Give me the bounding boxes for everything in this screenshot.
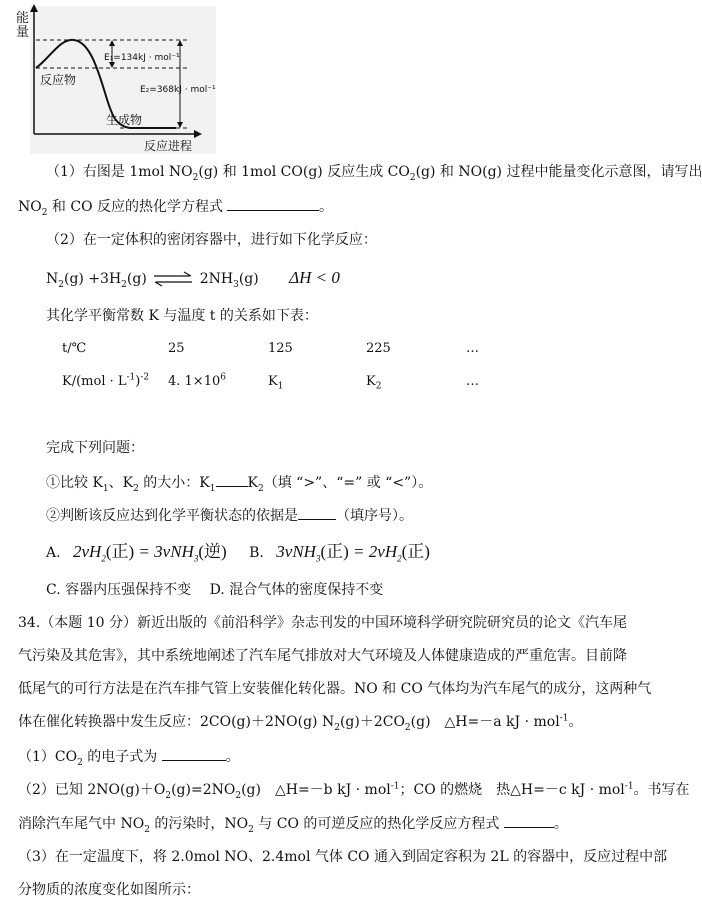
table-cell-k-225: $K_2$ (366, 374, 382, 392)
answer-blank-q1[interactable] (227, 196, 319, 211)
products-label: 生成物 (106, 113, 143, 127)
y-axis-label-bottom: 量 (16, 25, 30, 40)
table-cell-t-25: 25 (168, 341, 185, 356)
table-cell-k-125: $K_1$ (268, 374, 284, 392)
table-cell-t-225: 225 (366, 341, 391, 356)
answer-blank-compare[interactable] (216, 472, 248, 487)
reactants-label: 反应物 (40, 73, 77, 87)
q34-line2: 气污染及其危害》，其中系统地阐述了汽车尾气排放对大气环境及人体健康造成的严重危害。目前降 (18, 648, 627, 664)
q34-line1: 34.（本题 10 分）新近出版的《前沿科学》杂志刊发的中国环境科学研究院研究员的论文《汽车尾 (18, 615, 627, 631)
q2-intro: （2）在一定体积的密闭容器中，进行如下化学反应： (46, 232, 377, 248)
q34-part3-line1: （3）在一定温度下，将 2.0mol NO、2.4mol 气体 CO 通入到固定容积为 2L 的容器中，反应过程中部 (18, 849, 668, 865)
table-cell-k-header: $K/(mol \cdot L^{-1})^{-2}$ (62, 372, 150, 389)
table-cell-t-header: t/℃ (62, 341, 87, 356)
option-b-label: B. (249, 545, 264, 561)
option-a-label: A. (46, 545, 61, 561)
option-b[interactable]: 3vNH$_3$(正) = $2vH_2$(正) (276, 542, 430, 564)
table-intro: 其化学平衡常数 K 与温度 t 的关系如下表： (46, 308, 318, 324)
q34-part3-line2: 分物质的浓度变化如图所示： (18, 882, 200, 898)
x-axis-label: 反应进程 (144, 139, 193, 153)
options-ab (46, 539, 430, 566)
table-cell-k-25: 4. $1\times 10^6$ (168, 372, 226, 389)
q1-line2: $NO_2$ 和 CO 反应的热化学方程式 。 (18, 196, 333, 217)
options-cd (46, 580, 383, 600)
e1-label: E₁=134kJ · mol⁻¹ (104, 53, 180, 63)
energy-diagram (0, 0, 220, 160)
answer-blank-thermo-equation[interactable] (504, 813, 554, 828)
option-a[interactable]: $2vH_2$(正) = 3vNH$_3$(逆) (73, 542, 227, 564)
q34-line4: 体在催化转换器中发生反应：2CO(g)＋2NO(g) $N_2(g)+2CO_2(g)$ △H=－a kJ · mol$^{-1}$。 (18, 713, 583, 733)
q34-part1: $(1)CO_2$ 的电子式为 。 (18, 746, 240, 767)
delta-h: ΔH < 0 (289, 268, 340, 287)
item1: ①比较 $K_1$、$K_2$ 的大小：$K_1$ $K_2$（填 “>”、“=” 或 “<”）。 (46, 472, 432, 493)
q1-line1: （1）右图是 1mol $NO_2(g)$ 和 1mol CO(g) 反应生成 $CO_2(g)$ 和 NO(g) 过程中能量变化示意图，请写出 (46, 164, 702, 183)
table-cell-k-dots: … (466, 374, 479, 389)
q34-line3: 低尾气的可行方法是在汽车排气管上安装催化转化器。NO 和 CO 气体均为汽车尾气的成分，这两种气 (18, 681, 652, 697)
table-cell-t-dots: … (466, 341, 479, 356)
option-d[interactable]: D. 混合气体的密度保持不变 (209, 582, 384, 598)
option-c[interactable]: C. 容器内压强保持不变 (46, 582, 192, 598)
equilibrium-arrow-icon (153, 272, 193, 286)
e2-label: E₂=368kJ · mol⁻¹ (140, 85, 216, 95)
answer-blank-electron-formula[interactable] (162, 746, 226, 761)
q34-part2-line1: （2）已知 $2NO(g)+O_2(g)=2NO_2(g)$ △H=－b kJ · mol$^{-1}$；CO 的燃烧 热△H=－c kJ · mol$^{-1}$。书写在 (18, 781, 690, 801)
y-axis-label-top: 能 (16, 11, 30, 26)
answer-blank-equilibrium[interactable] (298, 505, 336, 520)
sub-questions-intro: 完成下列问题： (46, 440, 144, 456)
q34-part2-line2: 消除汽车尾气中 $NO_2$ 的污染时，$NO_2$ 与 CO 的可逆反应的热化学反应方程式 。 (18, 813, 568, 834)
q2-equation: $N_2(g) +3H_2(g)$ $2NH_3(g) \Delta H < 0$ (46, 268, 340, 290)
item2: ②判断该反应达到化学平衡状态的依据是 （填序号）。 (46, 505, 413, 526)
table-cell-t-125: 125 (268, 341, 293, 356)
